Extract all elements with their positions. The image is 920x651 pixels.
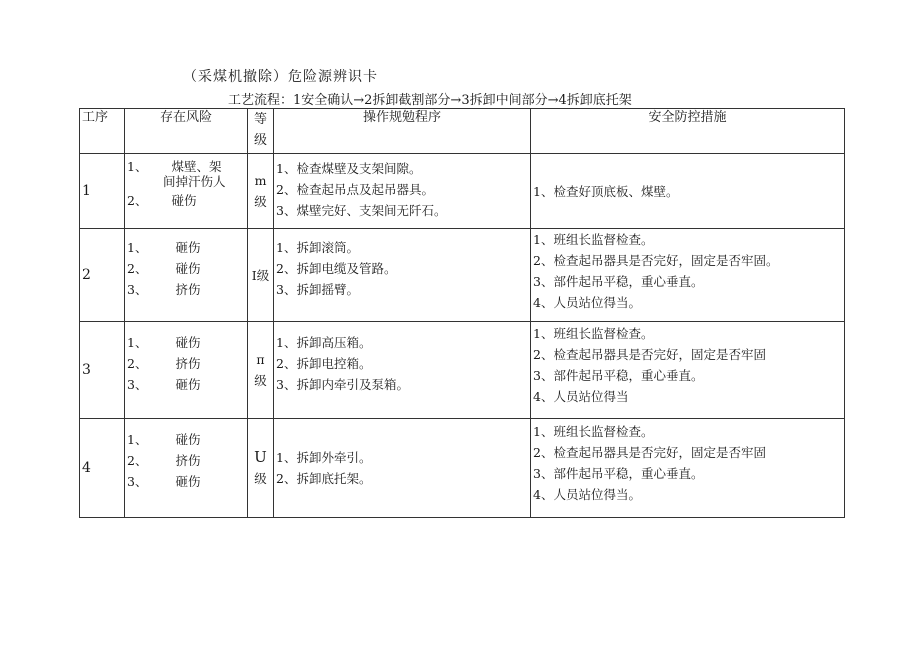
table-row <box>80 154 845 229</box>
grade-line: 级 <box>254 471 267 486</box>
col-grade <box>248 109 274 154</box>
table-row <box>80 419 845 518</box>
risk-text: 碰伤 <box>175 261 201 276</box>
process-flow: 工艺流程：1安全确认→2拆卸截割部分→3拆卸中间部分→4拆卸底托架 <box>228 93 632 108</box>
grade-line: 级 <box>254 194 267 209</box>
risk-num: 1、 <box>127 335 148 350</box>
risk-item <box>125 332 247 353</box>
risk-num: 2、 <box>127 193 148 208</box>
procedure-cell <box>274 154 531 229</box>
col-risk: 存在风险 <box>125 109 248 154</box>
risk-text: 碰伤 <box>171 193 197 208</box>
safety-measure: 1、班组长监督检查。 <box>533 424 654 439</box>
risk-num: 1、 <box>127 432 148 447</box>
procedure-step: 1、检查煤壁及支架间隙。 <box>276 161 422 176</box>
col-procedure: 操作规勉程序 <box>274 109 531 154</box>
risk-item <box>125 429 247 450</box>
hazard-table <box>79 108 845 518</box>
risk-item <box>125 190 247 211</box>
grade-cell <box>248 154 274 229</box>
safety-measure: 3、部件起吊平稳，重心垂直。 <box>533 466 704 481</box>
risk-item <box>125 450 247 471</box>
risk-item <box>125 353 247 374</box>
risk-num: 1、 <box>127 240 148 255</box>
safety-measure: 3、部件起吊平稳，重心垂直。 <box>533 368 704 383</box>
safety-cell <box>531 229 845 322</box>
procedure-step: 1、拆卸滚筒。 <box>276 240 359 255</box>
safety-measure: 4、人员站位得当。 <box>533 487 641 502</box>
risk-text: 挤伤 <box>175 282 201 297</box>
col-process: 工序 <box>80 109 125 154</box>
risk-item <box>125 258 247 279</box>
col-safety: 安全防控措施 <box>531 109 845 154</box>
procedure-step: 1、拆卸外牵引。 <box>276 450 372 465</box>
risk-item <box>125 279 247 300</box>
grade-header-line: 级 <box>253 133 267 148</box>
risk-item <box>125 374 247 395</box>
safety-measure: 2、检查起吊器具是否完好，固定是否牢固 <box>533 347 766 362</box>
safety-measure: 1、检查好顶底板、煤壁。 <box>533 183 679 199</box>
header-row <box>80 109 845 154</box>
safety-measure: 3、部件起吊平稳，重心垂直。 <box>533 274 704 289</box>
grade-line: 级 <box>254 373 267 388</box>
safety-measure: 2、检查起吊器具是否完好，固定是否牢固 <box>533 445 766 460</box>
risk-num: 2、 <box>127 261 148 276</box>
risk-cell <box>125 229 248 322</box>
risk-cell <box>125 322 248 419</box>
procedure-step: 3、煤壁完好、支架间无阡石。 <box>276 203 447 218</box>
grade-line: m <box>254 173 267 188</box>
table-row <box>80 229 845 322</box>
safety-measure: 2、检查起吊器具是否完好，固定是否牢固。 <box>533 253 779 268</box>
risk-text: 砸伤 <box>175 377 201 392</box>
risk-num: 1、 <box>127 159 148 174</box>
grade-cell <box>248 419 274 518</box>
safety-measure: 4、人员站位得当。 <box>533 295 641 310</box>
table-row <box>80 322 845 419</box>
procedure-step: 2、拆卸电控箱。 <box>276 356 372 371</box>
safety-cell <box>531 154 845 229</box>
risk-item <box>125 471 247 492</box>
procedure-cell <box>274 322 531 419</box>
risk-text: 挤伤 <box>175 356 201 371</box>
card-title: （采煤机撤除）危险源辨识卡 <box>183 69 378 85</box>
process-number: 1 <box>80 154 125 229</box>
risk-cell <box>125 154 248 229</box>
process-number: 4 <box>80 419 125 518</box>
procedure-step: 2、拆卸电缆及管路。 <box>276 261 397 276</box>
procedure-step: 2、拆卸底托架。 <box>276 471 372 486</box>
procedure-cell <box>274 419 531 518</box>
risk-num: 3、 <box>127 377 148 392</box>
process-number: 3 <box>80 322 125 419</box>
grade-line: U <box>254 448 267 466</box>
risk-text: 砸伤 <box>175 240 201 255</box>
process-number: 2 <box>80 229 125 322</box>
risk-item <box>125 237 247 258</box>
safety-cell <box>531 419 845 518</box>
grade-cell <box>248 229 274 322</box>
procedure-step: 3、拆卸内牵引及泵箱。 <box>276 377 409 392</box>
safety-measure: 4、人员站位得当 <box>533 389 629 404</box>
procedure-step: 3、拆卸摇臂。 <box>276 282 359 297</box>
procedure-step: 2、检查起吊点及起吊器具。 <box>276 182 434 197</box>
safety-cell <box>531 322 845 419</box>
procedure-step: 1、拆卸高压箱。 <box>276 335 372 350</box>
risk-text: 碰伤 <box>175 335 201 350</box>
risk-num: 2、 <box>127 453 148 468</box>
grade-line: π <box>256 352 265 367</box>
procedure-cell <box>274 229 531 322</box>
grade-header-line: 等 <box>253 112 267 127</box>
risk-num: 3、 <box>127 474 148 489</box>
grade-cell <box>248 322 274 419</box>
risk-cell <box>125 419 248 518</box>
risk-text: 碰伤 <box>175 432 201 447</box>
risk-text: 挤伤 <box>175 453 201 468</box>
risk-text: 砸伤 <box>175 474 201 489</box>
safety-measure: 1、班组长监督检查。 <box>533 326 654 341</box>
safety-measure: 1、班组长监督检查。 <box>533 232 654 247</box>
risk-num: 2、 <box>127 356 148 371</box>
risk-text: 煤壁、架 <box>171 159 222 174</box>
risk-text-cont: 间掉汗伤人 <box>163 174 226 189</box>
grade-line: I级 <box>251 267 270 283</box>
risk-num: 3、 <box>127 282 148 297</box>
